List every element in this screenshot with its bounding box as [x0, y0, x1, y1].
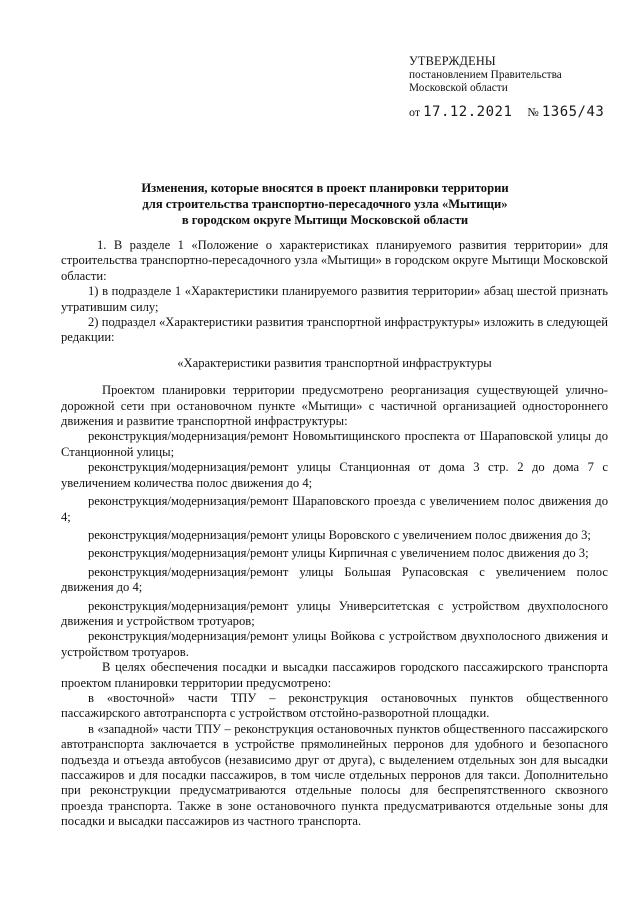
decree-number-label: № [527, 105, 539, 119]
title-line-1: Изменения, которые вносятся в проект планировки территории [141, 181, 509, 195]
list-item: реконструкция/модернизация/ремонт улицы Воровского с увеличением полос движения до 3; [88, 527, 591, 542]
subsection-heading: «Характеристики развития транспортной инфраструктуры [177, 355, 492, 370]
list-item: реконструкция/модернизация/ремонт улицы Станционная от дома 3 стр. 2 до дома 7 с увеличением количества полос движения до 4; [61, 460, 608, 490]
decree-from-label: от [409, 105, 421, 119]
list-item: в «западной» части ТПУ – реконструкция остановочных пунктов общественного пассажирского автотранспорта заключается в устройстве прямолинейных перронов для удобного и безопасного подъезда и отъезда автобусов (независимо друг от друга), с выделением отдельных зон для высадки пассажиров и для посадки пассажиров, в том числе отдельных перронов для такси. Дополнительно при реконструкции предусматриваются отдельные полосы для беспрепятственного сквозного проезда транспорта. Также в зоне остановочного пункта предусматриваются отдельные зоны для посадки и высадки пассажиров из частного транспорта. [61, 721, 608, 829]
list-item: реконструкция/модернизация/ремонт Новомытищинского проспекта от Шараповской улицы до Станционной улицы; [61, 429, 608, 459]
approval-heading: УТВЕРЖДЕНЫ [409, 54, 496, 68]
decree-reference [409, 104, 604, 120]
approval-line-1: постановлением Правительства [409, 68, 562, 81]
paragraph-section-1: 1. В разделе 1 «Положение о характеристиках планируемого развития территории» для строительства транспортно-пересадочного узла «Мытищи» в городском округе Мытищи Московской области: [61, 238, 608, 283]
list-item: в «восточной» части ТПУ – реконструкция остановочных пунктов общественного пассажирского автотранспорта с устройством отстойно-разворотной площадки. [61, 690, 608, 721]
list-item: реконструкция/модернизация/ремонт улицы Войкова с устройством двухполосного движения и устройством тротуаров. [61, 629, 608, 659]
decree-date: 17.12.2021 [423, 104, 513, 120]
list-item: реконструкция/модернизация/ремонт улицы Университетская с устройством двухполосного движения и устройством тротуаров; [61, 598, 608, 628]
document-title [100, 180, 550, 228]
decree-number: 1365/43 [541, 104, 605, 120]
document-body [61, 238, 608, 830]
title-line-2: для строительства транспортно-пересадочного узла «Мытищи» [142, 197, 508, 211]
approval-stamp [409, 55, 562, 96]
approval-line-2: Московской области [409, 82, 508, 94]
list-item: реконструкция/модернизация/ремонт улицы Кирпичная с увеличением полос движения до 3; [88, 546, 589, 561]
paragraph-item-1: 1) в подразделе 1 «Характеристики планируемого развития территории» абзац шестой признать утратившим силу; [61, 284, 608, 314]
paragraph-item-2: 2) подраздел «Характеристики развития транспортной инфраструктуры» изложить в следующей редакции: [61, 315, 608, 345]
paragraph-intro: Проектом планировки территории предусмотрено реорганизация существующей улично-дорожной сети при остановочном пункте «Мытищи» с частичной организацией одностороннего движения и развитие транспортной инфраструктуры: [61, 383, 608, 429]
paragraph-boarding: В целях обеспечения посадки и высадки пассажиров городского пассажирского транспорта проектом планировки территории предусмотрено: [61, 660, 608, 690]
list-item: реконструкция/модернизация/ремонт улицы Большая Рупасовская с увеличением полос движения до 4; [61, 564, 608, 595]
title-line-3: в городском округе Мытищи Московской области [181, 213, 469, 227]
list-item: реконструкция/модернизация/ремонт Шараповского проезда с увеличением полос движения до 4; [61, 494, 608, 524]
